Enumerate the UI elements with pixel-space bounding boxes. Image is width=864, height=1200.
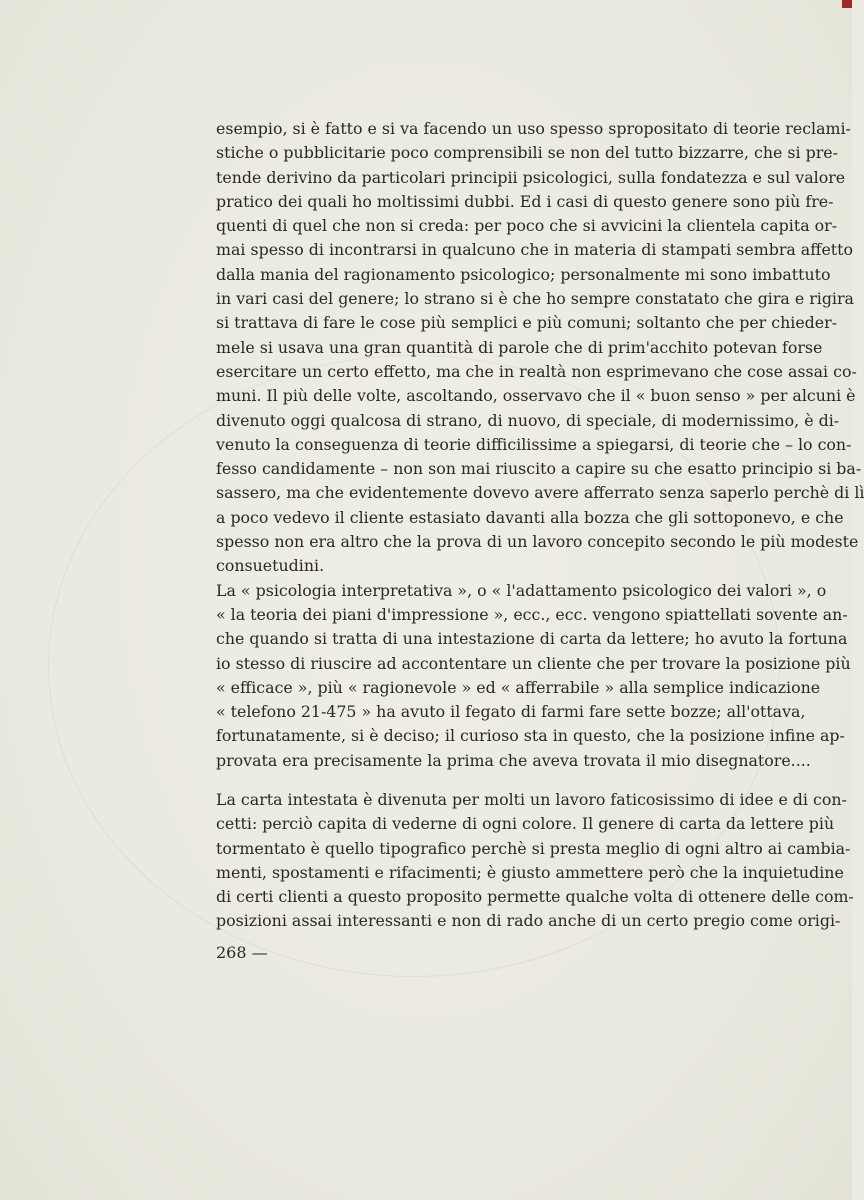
text-line: quenti di quel che non si creda: per poco che si avvicini la clientela capita or- [216, 216, 838, 236]
text-line: divenuto oggi qualcosa di strano, di nuovo, di speciale, di modernissimo, è di- [216, 410, 840, 430]
text-line: a poco vedevo il cliente estasiato davanti alla bozza che gli sottoponevo, e che [216, 507, 844, 527]
text-line: « la teoria dei piani d'impressione », ecc., ecc. vengono spiattellati sovente an- [216, 604, 848, 624]
text-line: esempio, si è fatto e si va facendo un uso spesso spropositato di teorie reclami- [216, 119, 851, 138]
text-line: pratico dei quali ho moltissimi dubbi. Ed i casi di questo genere sono più fre- [216, 191, 834, 211]
text-line: venuto la conseguenza di teorie difficilissime a spiegarsi, di teorie che – lo con- [216, 434, 852, 454]
paragraph-1 [216, 117, 864, 773]
paragraph-2 [216, 788, 854, 934]
text-line: tende derivino da particolari principii psicologici, sulla fondatezza e sul valore [216, 167, 846, 187]
text-line: io stesso di riuscire ad accontentare un cliente che per trovare la posizione più [216, 653, 851, 673]
text-line: posizioni assai interessanti e non di rado anche di un certo pregio come origi- [216, 911, 841, 931]
text-line: spesso non era altro che la prova di un lavoro concepito secondo le più modeste [216, 532, 859, 552]
text-line: mele si usava una gran quantità di parole che di prim'acchito potevan forse [216, 337, 823, 357]
text-line: fortunatamente, si è deciso; il curioso sta in questo, che la posizione infine ap- [216, 726, 845, 746]
text-line: dalla mania del ragionamento psicologico; personalmente mi sono imbattuto [216, 264, 831, 284]
text-line: consuetudini. [216, 556, 325, 576]
text-line: fesso candidamente – non son mai riuscito a capire su che esatto principio si ba- [216, 459, 862, 479]
text-line: cetti: perciò capita di vederne di ogni colore. Il genere di carta da lettere più [216, 814, 835, 834]
text-line: tormentato è quello tipografico perchè si presta meglio di ogni altro ai cambia- [216, 838, 851, 858]
text-line: sassero, ma che evidentemente dovevo avere afferrato senza saperlo perchè di lì [216, 483, 864, 503]
corner-mark [842, 0, 852, 8]
text-line: di certi clienti a questo proposito permette qualche volta di ottenere delle com- [216, 887, 854, 907]
text-line: muni. Il più delle volte, ascoltando, osservavo che il « buon senso » per alcuni è [216, 386, 856, 406]
text-line: che quando si tratta di una intestazione di carta da lettere; ho avuto la fortuna [216, 629, 848, 649]
text-line: menti, spostamenti e rifacimenti; è giusto ammettere però che la inquietudine [216, 862, 844, 882]
text-line: esercitare un certo effetto, ma che in realtà non esprimevano che cose assai co- [216, 361, 857, 381]
text-line: in vari casi del genere; lo strano si è che ho sempre constatato che gira e rigira [216, 289, 854, 309]
page-number: 268 — [216, 943, 268, 962]
text-line: si trattava di fare le cose più semplici e più comuni; soltanto che per chieder- [216, 313, 838, 333]
text-line: « efficace », più « ragionevole » ed « afferrabile » alla semplice indicazione [216, 677, 821, 697]
text-line: « telefono 21-475 » ha avuto il fegato di farmi fare sette bozze; all'ottava, [216, 702, 806, 722]
text-line: stiche o pubblicitarie poco comprensibili se non del tutto bizzarre, che si pre- [216, 143, 838, 163]
text-line: La carta intestata è divenuta per molti un lavoro faticosissimo di idee e di con- [216, 790, 847, 809]
text-line: provata era precisamente la prima che aveva trovata il mio disegnatore.... [216, 750, 811, 770]
text-line: La « psicologia interpretativa », o « l'adattamento psicologico dei valori », o [216, 580, 827, 600]
text-line: mai spesso di incontrarsi in qualcuno che in materia di stampati sembra affetto [216, 240, 854, 260]
